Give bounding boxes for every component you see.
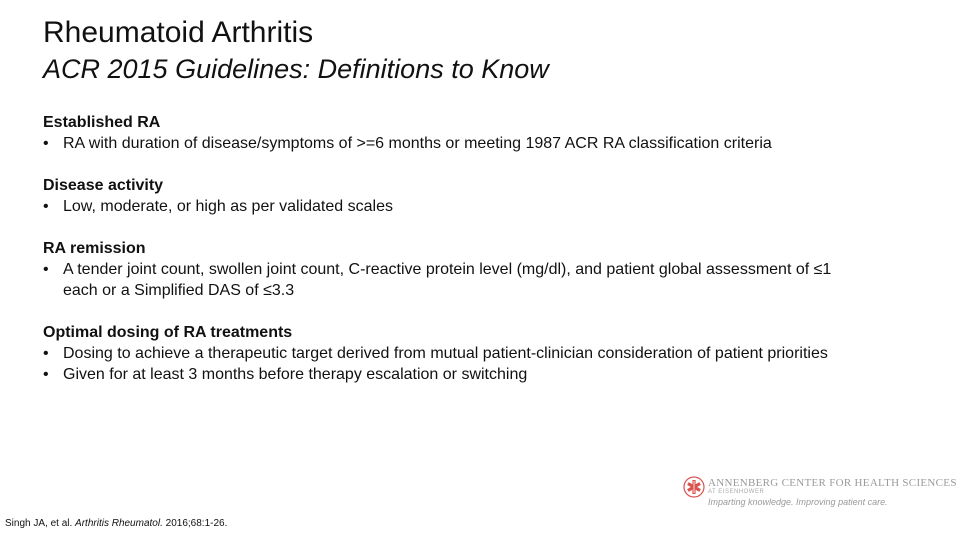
citation-journal: Arthritis Rheumatol. bbox=[75, 518, 163, 529]
bullet-item bbox=[43, 364, 843, 385]
section-optimal-dosing bbox=[43, 322, 843, 385]
bullet-item bbox=[43, 259, 843, 301]
annenberg-logo bbox=[683, 476, 957, 510]
bullet-text: Given for at least 3 months before therapy escalation or switching bbox=[63, 366, 528, 383]
slide-subtitle: ACR 2015 Guidelines: Definitions to Know bbox=[43, 54, 549, 84]
logo-subtitle: AT EISENHOWER bbox=[708, 489, 765, 495]
definitions-list bbox=[43, 112, 843, 406]
section-heading: Established RA bbox=[43, 114, 161, 131]
star-of-life-icon bbox=[683, 476, 705, 498]
bullet-icon: • bbox=[43, 198, 49, 215]
section-heading: RA remission bbox=[43, 240, 146, 257]
bullet-icon: • bbox=[43, 345, 49, 362]
bullet-text: RA with duration of disease/symptoms of >=6 months or meeting 1987 ACR RA classification criteria bbox=[63, 135, 772, 152]
section-established-ra bbox=[43, 112, 843, 154]
bullet-text: Low, moderate, or high as per validated scales bbox=[63, 198, 393, 215]
bullet-item bbox=[43, 133, 843, 154]
bullet-item bbox=[43, 196, 843, 217]
citation-details: 2016;68:1-26. bbox=[162, 518, 228, 529]
citation bbox=[5, 518, 227, 529]
section-ra-remission bbox=[43, 238, 843, 301]
slide-title: Rheumatoid Arthritis bbox=[43, 16, 314, 49]
bullet-text: A tender joint count, swollen joint count, C-reactive protein level (mg/dl), and patient global assessment of ≤1 each or a Simplified DAS of ≤3.3 bbox=[63, 261, 832, 299]
bullet-icon: • bbox=[43, 366, 49, 383]
logo-tagline: Imparting knowledge. Improving patient care. bbox=[708, 497, 888, 507]
bullet-icon: • bbox=[43, 261, 49, 278]
bullet-text: Dosing to achieve a therapeutic target derived from mutual patient-clinician consideration of patient priorities bbox=[63, 345, 828, 362]
citation-authors: Singh JA, et al. bbox=[5, 518, 76, 529]
section-heading: Disease activity bbox=[43, 177, 164, 194]
logo-name: ANNENBERG CENTER FOR HEALTH SCIENCES bbox=[708, 477, 957, 489]
section-disease-activity bbox=[43, 175, 843, 217]
bullet-item bbox=[43, 343, 843, 364]
bullet-icon: • bbox=[43, 135, 49, 152]
section-heading: Optimal dosing of RA treatments bbox=[43, 324, 293, 341]
